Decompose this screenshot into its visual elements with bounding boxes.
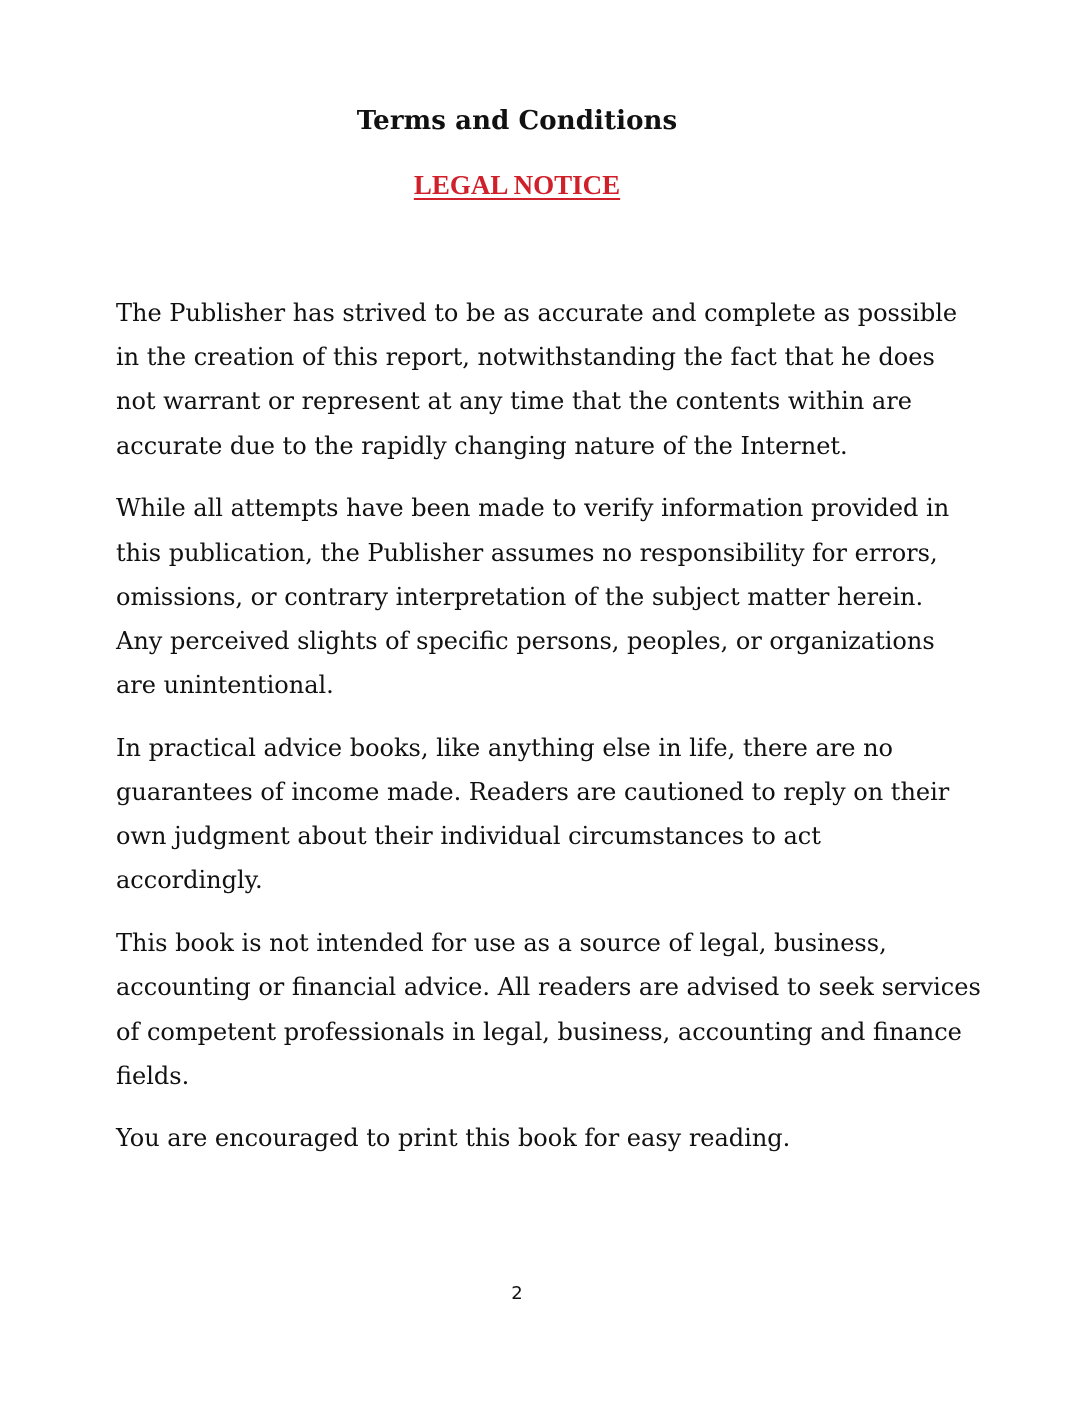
text-line: accordingly. bbox=[116, 866, 263, 895]
text-line: own judgment about their individual circumstances to act bbox=[116, 822, 821, 851]
page-number: 2 bbox=[511, 1283, 523, 1304]
page-title: Terms and Conditions bbox=[356, 106, 678, 136]
paragraph-accuracy bbox=[116, 291, 956, 468]
text-line: Any perceived slights of specific persons, peoples, or organizations bbox=[116, 626, 935, 655]
text-line: fields. bbox=[116, 1061, 190, 1090]
paragraph-print bbox=[116, 1116, 956, 1160]
text-line: You are encouraged to print this book for easy reading. bbox=[116, 1124, 791, 1153]
legal-notice-heading bbox=[0, 170, 1034, 201]
paragraph-responsibility bbox=[116, 486, 956, 707]
paragraph-no-guarantees bbox=[116, 726, 956, 903]
body-text bbox=[116, 291, 981, 1179]
text-line: The Publisher has strived to be as accurate and complete as possible bbox=[116, 299, 958, 327]
legal-notice-label: LEGAL NOTICE bbox=[413, 170, 621, 200]
text-line: in the creation of this report, notwithstanding the fact that he does bbox=[116, 343, 935, 372]
text-line: This book is not intended for use as a source of legal, business, bbox=[116, 929, 887, 958]
text-line: guarantees of income made. Readers are cautioned to reply on their bbox=[116, 778, 950, 807]
text-line: omissions, or contrary interpretation of the subject matter herein. bbox=[116, 582, 924, 611]
text-line: While all attempts have been made to verify information provided in bbox=[116, 494, 950, 523]
text-line: accurate due to the rapidly changing nature of the Internet. bbox=[116, 431, 848, 460]
text-line: In practical advice books, like anything else in life, there are no bbox=[116, 733, 893, 762]
text-line: not warrant or represent at any time that the contents within are bbox=[116, 387, 912, 416]
text-line: this publication, the Publisher assumes no responsibility for errors, bbox=[116, 538, 938, 567]
text-line: are unintentional. bbox=[116, 671, 334, 700]
text-line: of competent professionals in legal, business, accounting and finance bbox=[116, 1017, 962, 1046]
text-line: accounting or financial advice. All readers are advised to seek services bbox=[116, 973, 981, 1002]
paragraph-not-advice bbox=[116, 921, 981, 1098]
